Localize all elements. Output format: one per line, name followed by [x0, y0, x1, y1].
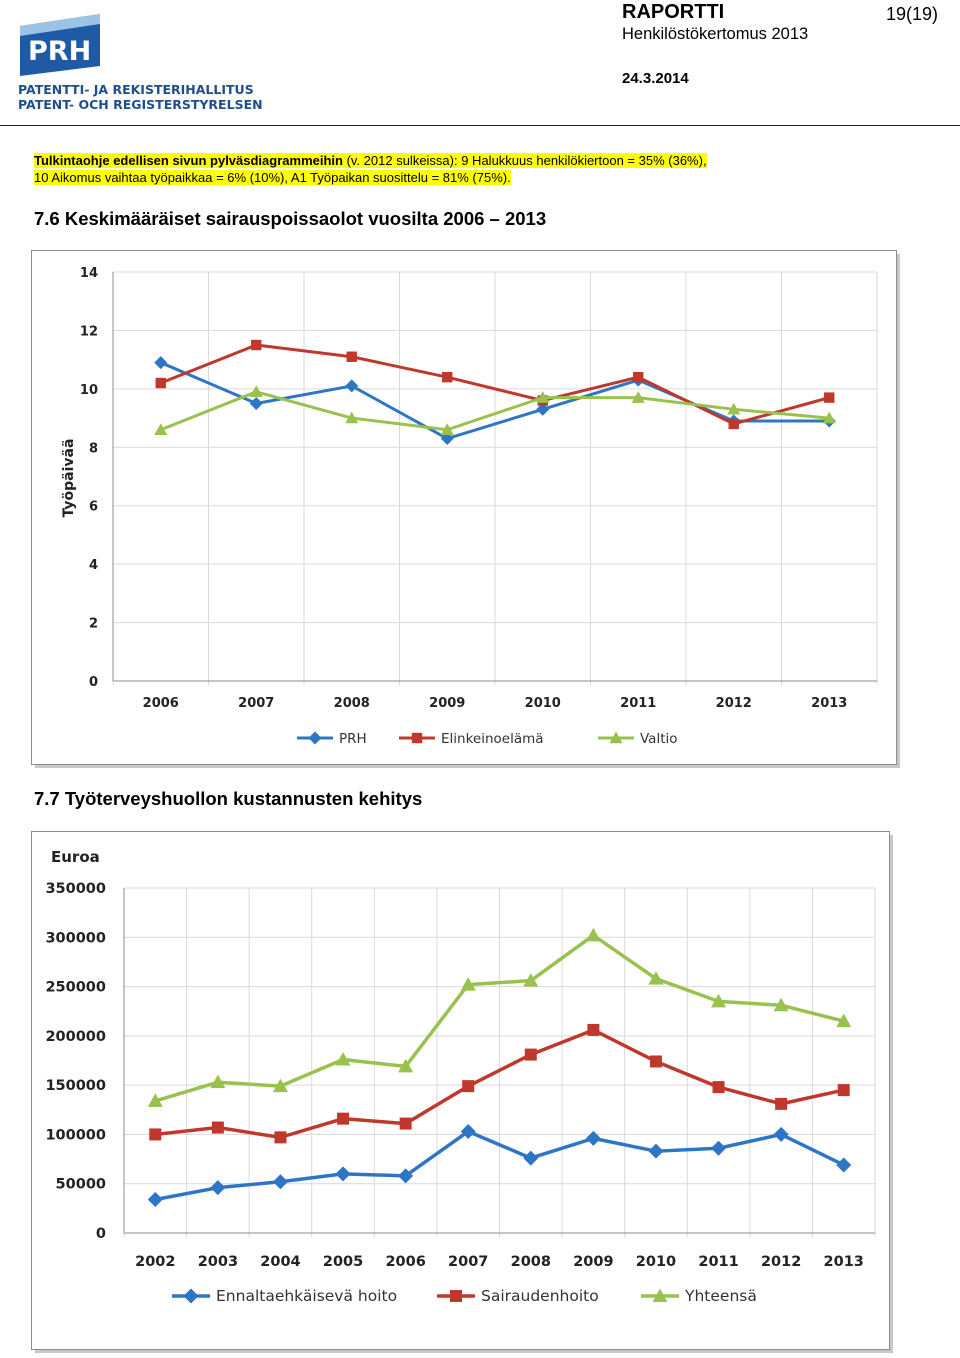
y-tick-label: 50000: [55, 1176, 106, 1193]
legend-label: Ennaltaehkäisevä hoito: [216, 1287, 398, 1305]
logo-org-fi: PATENTTI- JA REKISTERIHALLITUS: [18, 82, 254, 97]
note-line1: (v. 2012 sulkeissa): 9 Halukkuus henkilökiertoon = 35% (36%),: [342, 153, 707, 168]
data-point: [650, 1055, 662, 1067]
health-costs-chart-svg: [31, 831, 893, 1353]
y-tick-label: 10: [79, 382, 98, 398]
y-tick-label: 2: [88, 616, 98, 632]
x-tick-label: 2009: [429, 696, 466, 711]
data-point: [462, 1080, 474, 1092]
sick-leave-chart: [31, 250, 900, 768]
y-tick-label: 300000: [45, 930, 106, 947]
x-tick-label: 2004: [260, 1254, 301, 1270]
legend-label: PRH: [339, 731, 367, 747]
x-tick-label: 2006: [142, 696, 179, 711]
health-costs-chart: [31, 831, 893, 1353]
y-tick-label: 150000: [45, 1078, 106, 1095]
data-point: [713, 1081, 725, 1093]
x-tick-label: 2005: [322, 1254, 364, 1270]
x-tick-label: 2007: [448, 1254, 489, 1270]
legend-label: Valtio: [640, 731, 678, 747]
x-tick-label: 2006: [385, 1254, 426, 1270]
y-tick-label: 8: [88, 441, 98, 457]
y-axis-title: Työpäivää: [61, 438, 77, 518]
x-tick-label: 2008: [510, 1254, 551, 1270]
logo-org-sv: PATENT- OCH REGISTERSTYRELSEN: [18, 97, 263, 112]
x-tick-label: 2009: [573, 1254, 614, 1270]
y-axis-title: Euroa: [51, 848, 100, 866]
interpretation-note: [34, 152, 934, 186]
x-tick-label: 2012: [715, 696, 752, 711]
prh-logo-graphic: [16, 12, 263, 117]
data-point: [525, 1049, 537, 1061]
section-heading-health-costs: 7.7 Työterveyshuollon kustannusten kehitys: [34, 788, 423, 809]
data-point: [149, 1128, 161, 1140]
x-tick-label: 2002: [135, 1254, 176, 1270]
chart-frame: [32, 251, 897, 765]
data-point: [347, 352, 357, 362]
note-bold: Tulkintaohje edellisen sivun pylväsdiagrammeihin: [34, 153, 343, 168]
data-point: [633, 372, 643, 382]
x-tick-label: 2013: [823, 1254, 864, 1270]
y-tick-label: 100000: [45, 1127, 106, 1144]
note-line2: 10 Aikomus vaihtaa työpaikkaa = 6% (10%), A1 Työpaikan suosittelu = 81% (75%).: [34, 170, 511, 185]
data-point: [729, 419, 739, 429]
logo-text: PRH: [28, 36, 92, 67]
x-tick-label: 2011: [620, 696, 657, 711]
x-tick-label: 2013: [811, 696, 848, 711]
y-tick-label: 250000: [45, 979, 106, 996]
x-tick-label: 2012: [760, 1254, 802, 1270]
data-point: [337, 1113, 349, 1125]
report-subtitle: Henkilöstökertomus 2013: [622, 25, 809, 43]
data-point: [442, 372, 452, 382]
y-tick-label: 14: [79, 266, 98, 281]
x-tick-label: 2008: [333, 696, 370, 711]
report-date: 24.3.2014: [622, 70, 689, 87]
data-point: [587, 1024, 599, 1036]
legend-label: Sairaudenhoito: [481, 1287, 599, 1305]
data-point: [156, 378, 166, 388]
y-tick-label: 12: [79, 324, 98, 340]
x-tick-label: 2010: [635, 1254, 677, 1270]
x-tick-label: 2007: [238, 696, 275, 711]
legend-label: Yhteensä: [685, 1287, 757, 1305]
y-tick-label: 6: [88, 499, 98, 515]
y-tick-label: 350000: [45, 881, 106, 897]
data-point: [838, 1084, 850, 1096]
section-heading-sick-leave: 7.6 Keskimääräiset sairauspoissaolot vuosilta 2006 – 2013: [34, 208, 547, 229]
y-tick-label: 4: [88, 558, 98, 574]
legend-marker: [412, 733, 422, 743]
x-tick-label: 2003: [197, 1254, 239, 1270]
data-point: [274, 1131, 286, 1143]
data-point: [824, 392, 834, 402]
legend-marker: [450, 1290, 462, 1302]
data-point: [251, 340, 261, 350]
y-tick-label: 0: [88, 675, 98, 690]
data-point: [400, 1118, 412, 1130]
header-divider: [0, 125, 960, 126]
data-point: [212, 1122, 224, 1134]
sick-leave-chart-svg: [31, 250, 900, 768]
y-tick-label: 200000: [45, 1028, 106, 1045]
prh-logo: [16, 12, 263, 117]
page-number: 19(19): [885, 4, 938, 24]
report-title: RAPORTTI: [622, 1, 725, 23]
x-tick-label: 2010: [524, 696, 561, 711]
legend-label: Elinkeinoelämä: [441, 731, 544, 747]
y-tick-label: 0: [95, 1226, 106, 1242]
data-point: [775, 1098, 787, 1110]
x-tick-label: 2011: [698, 1254, 739, 1270]
